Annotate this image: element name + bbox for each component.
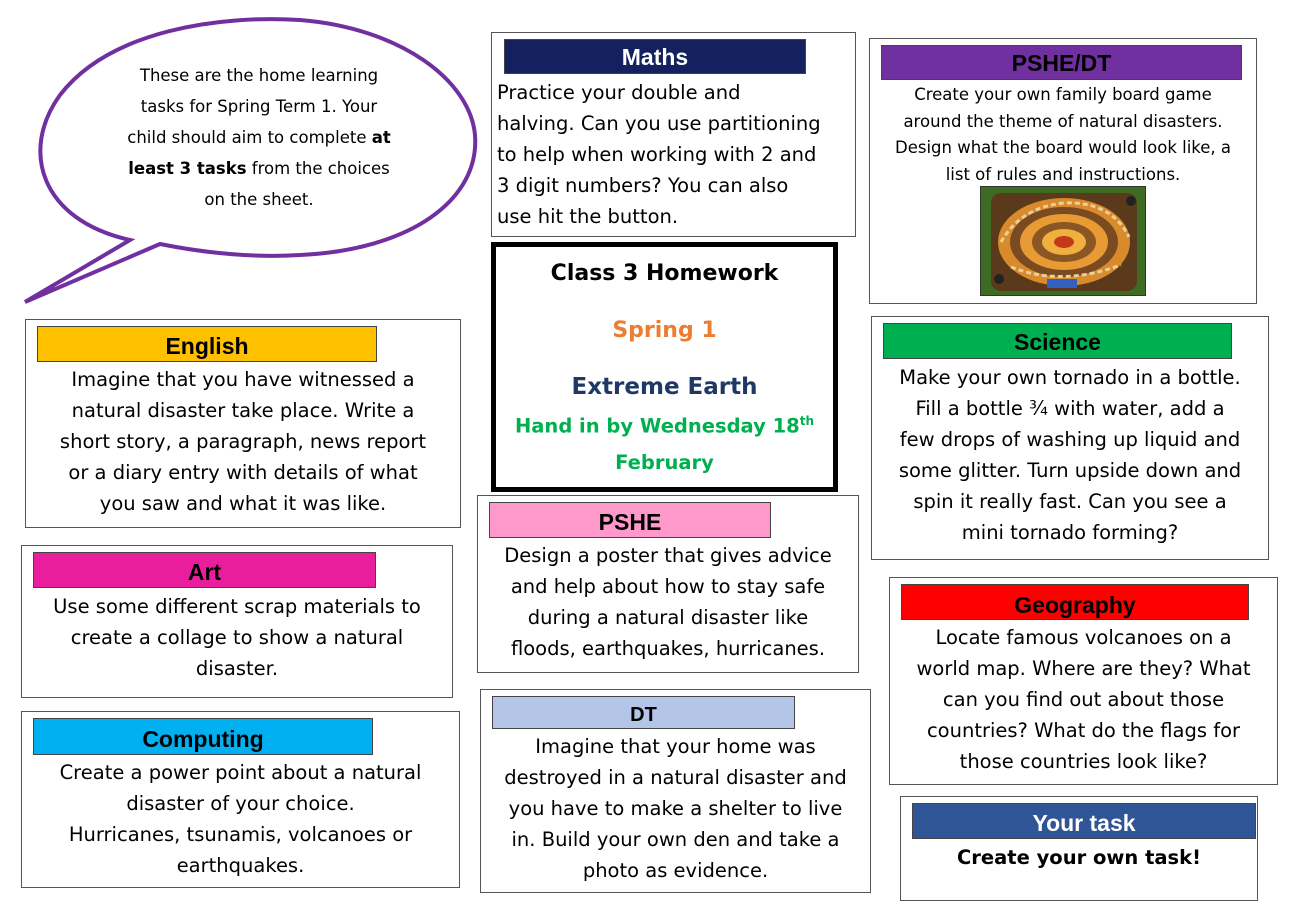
intro-line: tasks for Spring Term 1. Your	[140, 97, 378, 116]
your-task-heading: Your task	[912, 803, 1256, 839]
hand-in-month: February	[615, 451, 714, 474]
maths-heading: Maths	[504, 39, 806, 74]
geography-text: Locate famous volcanoes on a world map. Where are they? What can you find out about those countries? What do the flags for those countries look like?	[916, 626, 1251, 773]
science-text: Make your own tornado in a bottle. Fill a bottle ¾ with water, add a few drops of washing up liquid and some glitter. Turn upside down and spin it really fast. Can you see a mini tornado forming?	[898, 366, 1242, 544]
computing-heading: Computing	[33, 718, 373, 755]
art-heading: Art	[33, 552, 376, 588]
pshe-dt-heading: PSHE/DT	[881, 45, 1242, 80]
pshe-text: Design a poster that gives advice and help about how to stay safe during a natural disaster like floods, earthquakes, hurricanes.	[504, 544, 832, 660]
computing-text: Create a power point about a natural disaster of your choice. Hurricanes, tsunamis, volcanoes or earthquakes.	[59, 761, 422, 877]
hand-in-date: Hand in by Wednesday 18th	[514, 414, 815, 438]
title-box	[491, 242, 838, 492]
your-task-text: Create your own task!	[956, 846, 1202, 869]
maths-text: Practice your double and halving. Can you use partitioning to help when working with 2 and 3 digit numbers? You can also use hit the button.	[497, 81, 821, 228]
board-game-image	[980, 186, 1146, 296]
geography-heading: Geography	[901, 584, 1249, 620]
science-heading: Science	[883, 323, 1232, 359]
intro-line: least 3 tasks from the choices	[128, 159, 390, 178]
class-title: Class 3 Homework	[550, 261, 779, 286]
pshe-dt-text: Create your own family board game around the theme of natural disasters. Design what the board would look like, a list of rules and instructions.	[894, 85, 1232, 184]
intro-line: on the sheet.	[204, 190, 314, 209]
intro-line: child should aim to complete at	[127, 128, 391, 147]
english-text: Imagine that you have witnessed a natural disaster take place. Write a short story, a paragraph, news report or a diary entry with details of what you saw and what it was like.	[59, 368, 427, 515]
intro-text	[100, 60, 418, 215]
intro-line: These are the home learning	[139, 66, 379, 85]
english-heading: English	[37, 326, 377, 362]
topic-label: Extreme Earth	[571, 374, 758, 400]
art-text: Use some different scrap materials to create a collage to show a natural disaster.	[53, 595, 421, 680]
dt-heading: DT	[492, 696, 795, 729]
pshe-heading: PSHE	[489, 502, 771, 538]
dt-text: Imagine that your home was destroyed in a natural disaster and you have to make a shelter to live in. Build your own den and take a photo as evidence.	[504, 735, 847, 882]
term-label: Spring 1	[612, 318, 717, 343]
